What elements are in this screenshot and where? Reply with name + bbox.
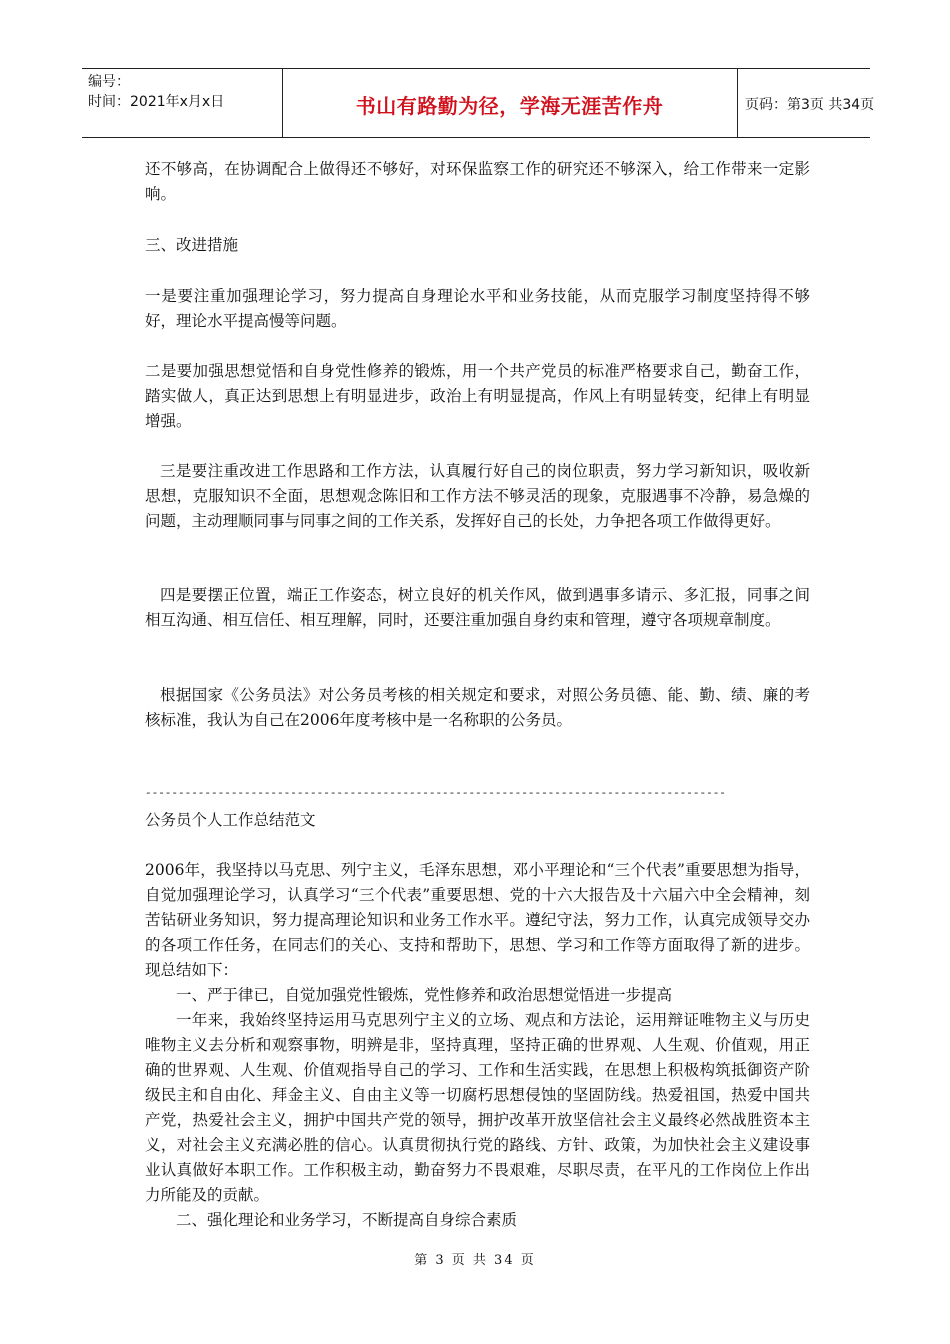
sub-heading: 一、严于律已，自觉加强党性锻炼，党性修养和政治思想觉悟进一步提高 [176,986,673,1004]
paragraph: 一是要注重加强理论学习，努力提高自身理论水平和业务技能，从而克服学习制度坚持得不够好，理论水平提高慢等问题。 [145,287,810,330]
body-text [145,858,810,1233]
paragraph: 三是要注重改进工作思路和工作方法，认真履行好自己的岗位职责，努力学习新知识，吸收新思想，克服知识不全面，思想观念陈旧和工作方法不够灵活的现象，克服遇事不冷静，易急燥的问题，主动理顺同事与同事之间的工作关系，发挥好自己的长处，力争把各项工作做得更好。 [145,462,810,530]
paragraph: 2006年，我坚持以马克思、列宁主义，毛泽东思想，邓小平理论和“三个代表”重要思想为指导，自觉加强理论学习，认真学习“三个代表”重要思想、党的十六大报告及十六届六中全会精神，刻苦钻研业务知识，努力提高理论知识和业务工作水平。遵纪守法，努力工作，认真完成领导交办的各项工作任务，在同志们的关心、支持和帮助下，思想、学习和工作等方面取得了新的进步。现总结如下： [145,861,810,979]
paragraph: 根据国家《公务员法》对公务员考核的相关规定和要求，对照公务员德、能、勤、绩、廉的考核标准，我认为自己在2006年度考核中是一名称职的公务员。 [145,686,810,729]
document-number-label: 编号： [88,74,130,90]
improvement-item-block [145,583,810,633]
paragraph: 一年来，我始终坚持运用马克思列宁主义的立场、观点和方法论，运用辩证唯物主义与历史唯物主义去分析和观察事物，明辨是非，坚持真理，坚持正确的世界观、人生观、价值观，用正确的世界观、人生观、价值观指导自己的学习、工作和生活实践，在思想上积极构筑抵御资产阶级民主和自由化、拜金主义、自由主义等一切腐朽思想侵蚀的坚固防线。热爱祖国，热爱中国共产党，热爱社会主义，拥护中国共产党的领导，拥护改革开放坚信社会主义最终必然战胜资本主义，对社会主义充满必胜的信心。认真贯彻执行党的路线、方针、政策，为加快社会主义建设事业认真做好本职工作。工作积极主动，勤奋努力不畏艰难，尽职尽责，在平凡的工作岗位上作出力所能及的贡献。 [145,1011,810,1204]
paragraph: 四是要摆正位置，端正工作姿态，树立良好的机关作风，做到遇事多请示、多汇报，同事之间相互沟通、相互信任、相互理解，同时，还要注重加强自身约束和管理，遵守各项规章制度。 [145,586,810,629]
conclusion-block [145,683,810,733]
header-page-info: 页码：第3页 共34页 [745,97,875,113]
header-motto-cell [282,69,738,137]
paragraph: 还不够高，在协调配合上做得还不够好，对环保监察工作的研究还不够深入，给工作带来一定影响。 [145,160,810,203]
improvement-item-block [145,284,810,334]
dashed-separator: ---------------------------------------------------------------------------------------- [145,788,726,800]
section-heading: 三、改进措施 [145,236,239,254]
section-title: 公务员个人工作总结范文 [145,811,316,829]
improvement-item-block [145,359,810,434]
paragraph: 二是要加强思想觉悟和自身党性修养的锻炼，用一个共产党员的标准严格要求自己，勤奋工作，踏实做人，真正达到思想上有明显进步，政治上有明显提高，作风上有明显转变，纪律上有明显增强。 [145,362,810,430]
paragraph-continuation [145,157,810,207]
improvement-item-block [145,459,810,534]
page-header [82,68,875,138]
separator-block [145,788,810,800]
page-footer: 第 3 页 共 34 页 [414,1253,536,1268]
header-left-cell [82,69,283,137]
header-page-cell [737,69,875,137]
section-heading-block [145,233,810,258]
header-motto: 书山有路勤为径，学海无涯苦作舟 [355,94,664,118]
document-date-label: 时间：2021年x月x日 [88,94,225,110]
section-title-block [145,808,810,833]
sub-heading: 二、强化理论和业务学习，不断提高自身综合素质 [176,1211,518,1229]
